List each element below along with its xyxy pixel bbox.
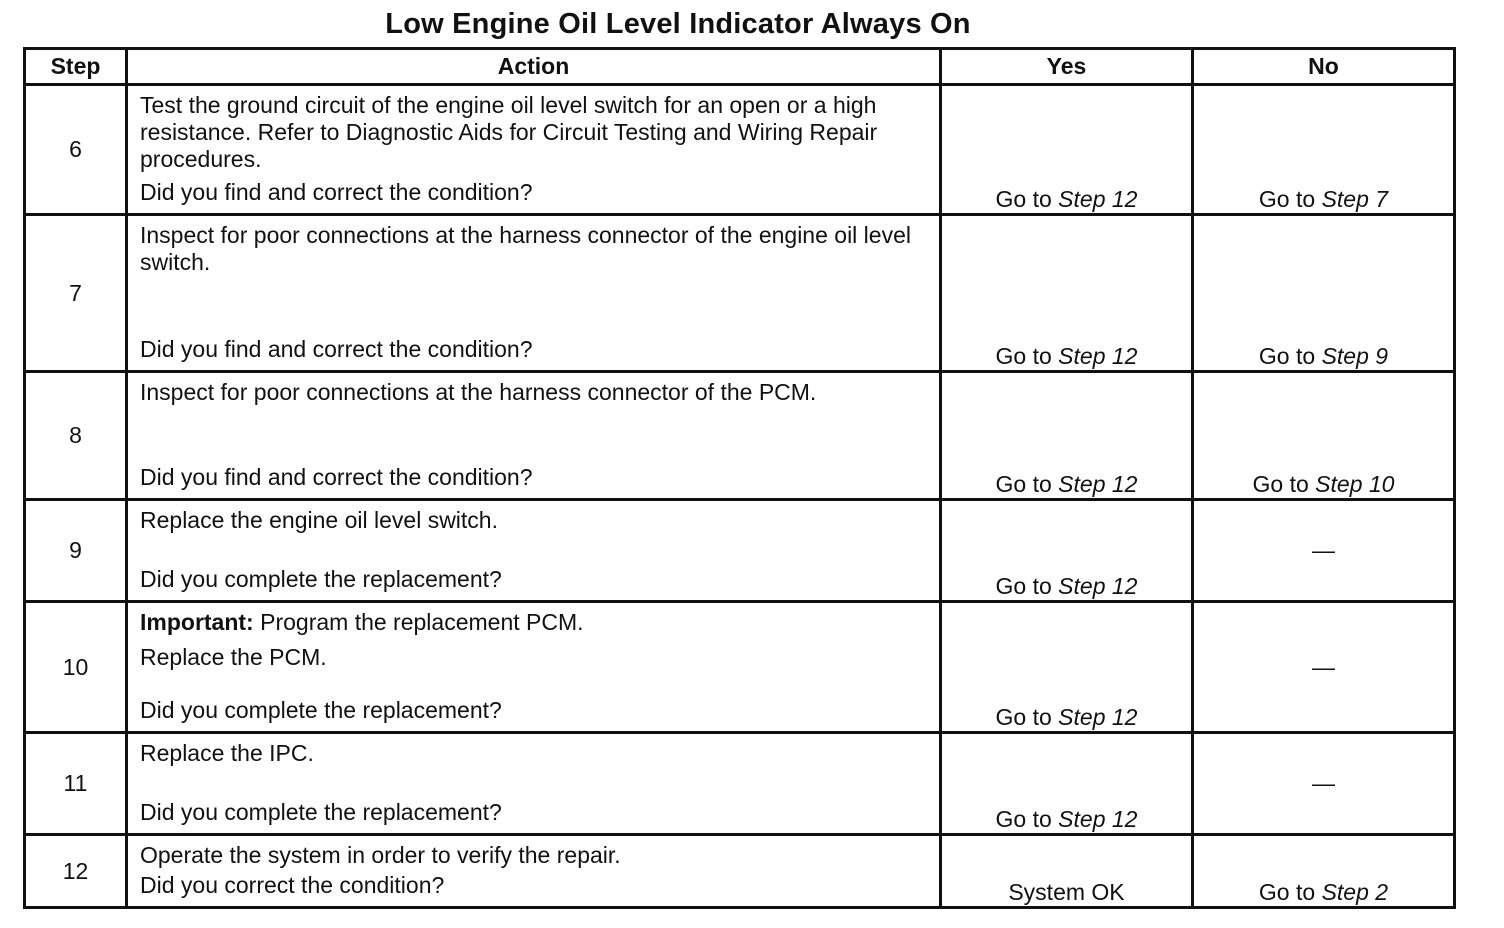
action-instruction: Replace the IPC. <box>140 740 314 766</box>
yes-prefix: Go to <box>995 186 1059 212</box>
step-number: 8 <box>25 372 127 500</box>
yes-cell <box>941 602 1193 733</box>
no-cell <box>1193 85 1455 215</box>
page-title: Low Engine Oil Level Indicator Always On <box>385 8 971 40</box>
table-row <box>25 835 1455 908</box>
no-prefix: Go to <box>1252 471 1316 497</box>
table-row <box>25 372 1455 500</box>
yes-prefix: Go to <box>995 471 1059 497</box>
yes-cell <box>941 500 1193 602</box>
no-prefix: Go to <box>1258 879 1322 905</box>
header-action: Action <box>127 49 941 85</box>
step-number: 6 <box>25 85 127 215</box>
yes-prefix: Go to <box>995 704 1059 730</box>
no-step-link: Step 2 <box>1321 879 1389 905</box>
action-cell <box>127 215 941 372</box>
action-instruction: Replace the engine oil level switch. <box>140 507 498 533</box>
yes-cell <box>941 85 1193 215</box>
action-instruction: Inspect for poor connections at the harness connector of the PCM. <box>140 379 817 405</box>
table-row <box>25 215 1455 372</box>
action-instruction: Test the ground circuit of the engine oil level switch for an open or a high resistance. Refer to Diagnostic Aids for Circuit Testing and Wiring Repair procedures. <box>140 92 878 172</box>
yes-prefix: Go to <box>995 573 1059 599</box>
important-label: Important: <box>140 609 254 635</box>
no-prefix: Go to <box>1258 186 1322 212</box>
action-question: Did you find and correct the condition? <box>140 179 533 205</box>
step-number: 12 <box>25 835 127 908</box>
action-question: Did you find and correct the condition? <box>140 464 533 490</box>
no-cell-dash: — <box>1193 733 1455 835</box>
header-step: Step <box>25 49 127 85</box>
table-row <box>25 85 1455 215</box>
yes-cell <box>941 372 1193 500</box>
no-cell <box>1193 372 1455 500</box>
no-cell-dash: — <box>1193 500 1455 602</box>
action-question: Did you find and correct the condition? <box>140 336 533 362</box>
yes-step-link: Step 12 <box>1058 573 1138 599</box>
important-text: Program the replacement PCM. <box>253 609 584 635</box>
diagnostic-table <box>23 47 1456 909</box>
important-note <box>140 609 927 636</box>
yes-cell <box>941 215 1193 372</box>
no-cell <box>1193 215 1455 372</box>
action-question: Did you complete the replacement? <box>140 697 502 723</box>
no-step-link: Step 7 <box>1321 186 1389 212</box>
yes-cell <box>941 733 1193 835</box>
no-prefix: Go to <box>1258 343 1322 369</box>
action-question: Did you complete the replacement? <box>140 566 502 592</box>
action-question: Did you correct the condition? <box>140 872 445 898</box>
step-number: 7 <box>25 215 127 372</box>
table-row <box>25 602 1455 733</box>
action-instruction: Operate the system in order to verify the repair. <box>140 842 621 868</box>
step-number: 10 <box>25 602 127 733</box>
action-cell <box>127 372 941 500</box>
action-instruction: Replace the PCM. <box>140 644 327 670</box>
action-question: Did you complete the replacement? <box>140 799 502 825</box>
action-cell <box>127 602 941 733</box>
action-instruction: Inspect for poor connections at the harness connector of the engine oil level switch. <box>140 222 911 275</box>
table-row <box>25 733 1455 835</box>
no-step-link: Step 10 <box>1315 471 1395 497</box>
no-cell-dash: — <box>1193 602 1455 733</box>
no-cell <box>1193 835 1455 908</box>
action-cell <box>127 500 941 602</box>
action-cell <box>127 85 941 215</box>
header-yes: Yes <box>941 49 1193 85</box>
yes-prefix: Go to <box>995 343 1059 369</box>
yes-cell: System OK <box>941 835 1193 908</box>
header-no: No <box>1193 49 1455 85</box>
step-number: 9 <box>25 500 127 602</box>
yes-step-link: Step 12 <box>1058 704 1138 730</box>
yes-step-link: Step 12 <box>1058 471 1138 497</box>
yes-step-link: Step 12 <box>1058 186 1138 212</box>
table-row <box>25 500 1455 602</box>
yes-step-link: Step 12 <box>1058 806 1138 832</box>
yes-prefix: Go to <box>995 806 1059 832</box>
action-cell <box>127 733 941 835</box>
no-step-link: Step 9 <box>1321 343 1389 369</box>
yes-step-link: Step 12 <box>1058 343 1138 369</box>
step-number: 11 <box>25 733 127 835</box>
action-cell <box>127 835 941 908</box>
header-row <box>25 49 1455 85</box>
